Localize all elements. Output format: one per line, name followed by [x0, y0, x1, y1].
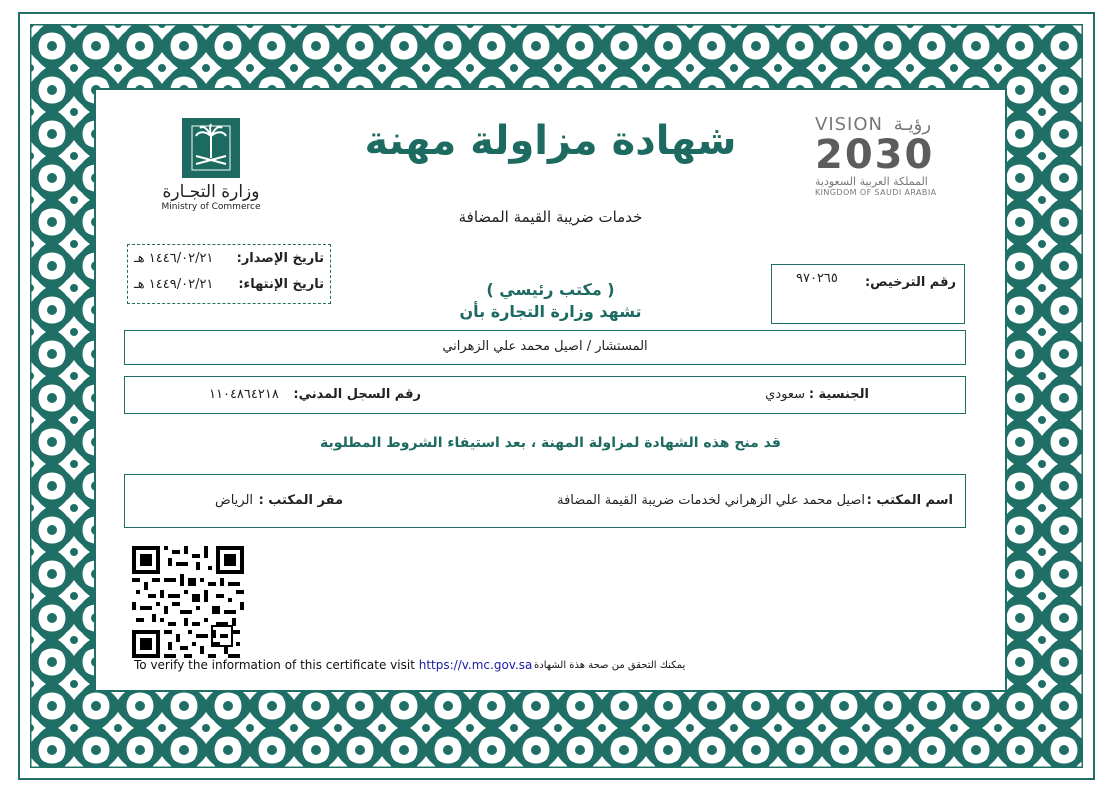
office-box [124, 474, 966, 528]
office-name-value: اصيل محمد علي الزهراني لخدمات ضريبة القيمة المضافة [557, 493, 865, 508]
verify-text-ar: يمكنك التحقق من صحة هذة الشهادة [534, 660, 686, 671]
civil-registry-label: رقم السجل المدني: [293, 387, 421, 402]
qr-code-icon[interactable] [132, 546, 244, 658]
vision-2030-logo [815, 114, 965, 197]
nationality-value: سعودي [765, 387, 805, 402]
vision-year: 2030 [815, 132, 935, 178]
civil-registry-number: ١١٠٤٨٦٤٢١٨ [209, 387, 279, 402]
verify-text-en: To verify the information of this certificate visit https://v.mc.gov.sa [134, 658, 533, 672]
issue-date-value: ١٤٤٦/٠٢/٢١ هـ [134, 251, 214, 266]
office-location-label: مقر المكتب : [258, 493, 343, 508]
grant-statement: قد منح هذه الشهادة لمزاولة المهنة ، بعد استيفاء الشروط المطلوبة [320, 435, 781, 451]
ministry-attest: تشهد وزارة التجارة بأن [459, 302, 642, 321]
office-type: ( مكتب رئيسي ) [486, 280, 615, 299]
expiry-date-value: ١٤٤٩/٠٢/٢١ هـ [134, 277, 214, 292]
certificate-subtitle: خدمات ضريبة القيمة المضافة [458, 208, 643, 226]
license-label: رقم الترخيص: [864, 275, 956, 290]
expiry-date-label: تاريخ الإنتهاء: [238, 277, 324, 292]
issue-date-label: تاريخ الإصدار: [236, 251, 324, 266]
office-location-value: الرياض [215, 493, 254, 508]
holder-box [124, 330, 966, 365]
ministry-name-ar: وزارة التجـارة [162, 182, 260, 202]
nationality-label: الجنسية : [808, 387, 869, 402]
identity-box [124, 376, 966, 414]
license-number: ٩٧٠٢٦٥ [796, 271, 838, 286]
certificate-title: شهادة مزاولة مهنة [364, 118, 737, 164]
office-name-label: اسم المكتب : [866, 493, 953, 508]
vision-name-ar: المملكة العربية السعودية [815, 175, 928, 188]
holder-name: المستشار / اصيل محمد علي الزهراني [442, 339, 648, 354]
vision-name-en: KINGDOM OF SAUDI ARABIA [815, 188, 937, 197]
certificate-body [94, 88, 1007, 692]
verify-link[interactable]: https://v.mc.gov.sa [418, 658, 533, 672]
vision-word-ar: رؤيـة [893, 114, 932, 135]
vision-word: VISION [815, 114, 883, 135]
ministry-name-en: Ministry of Commerce [161, 202, 261, 212]
